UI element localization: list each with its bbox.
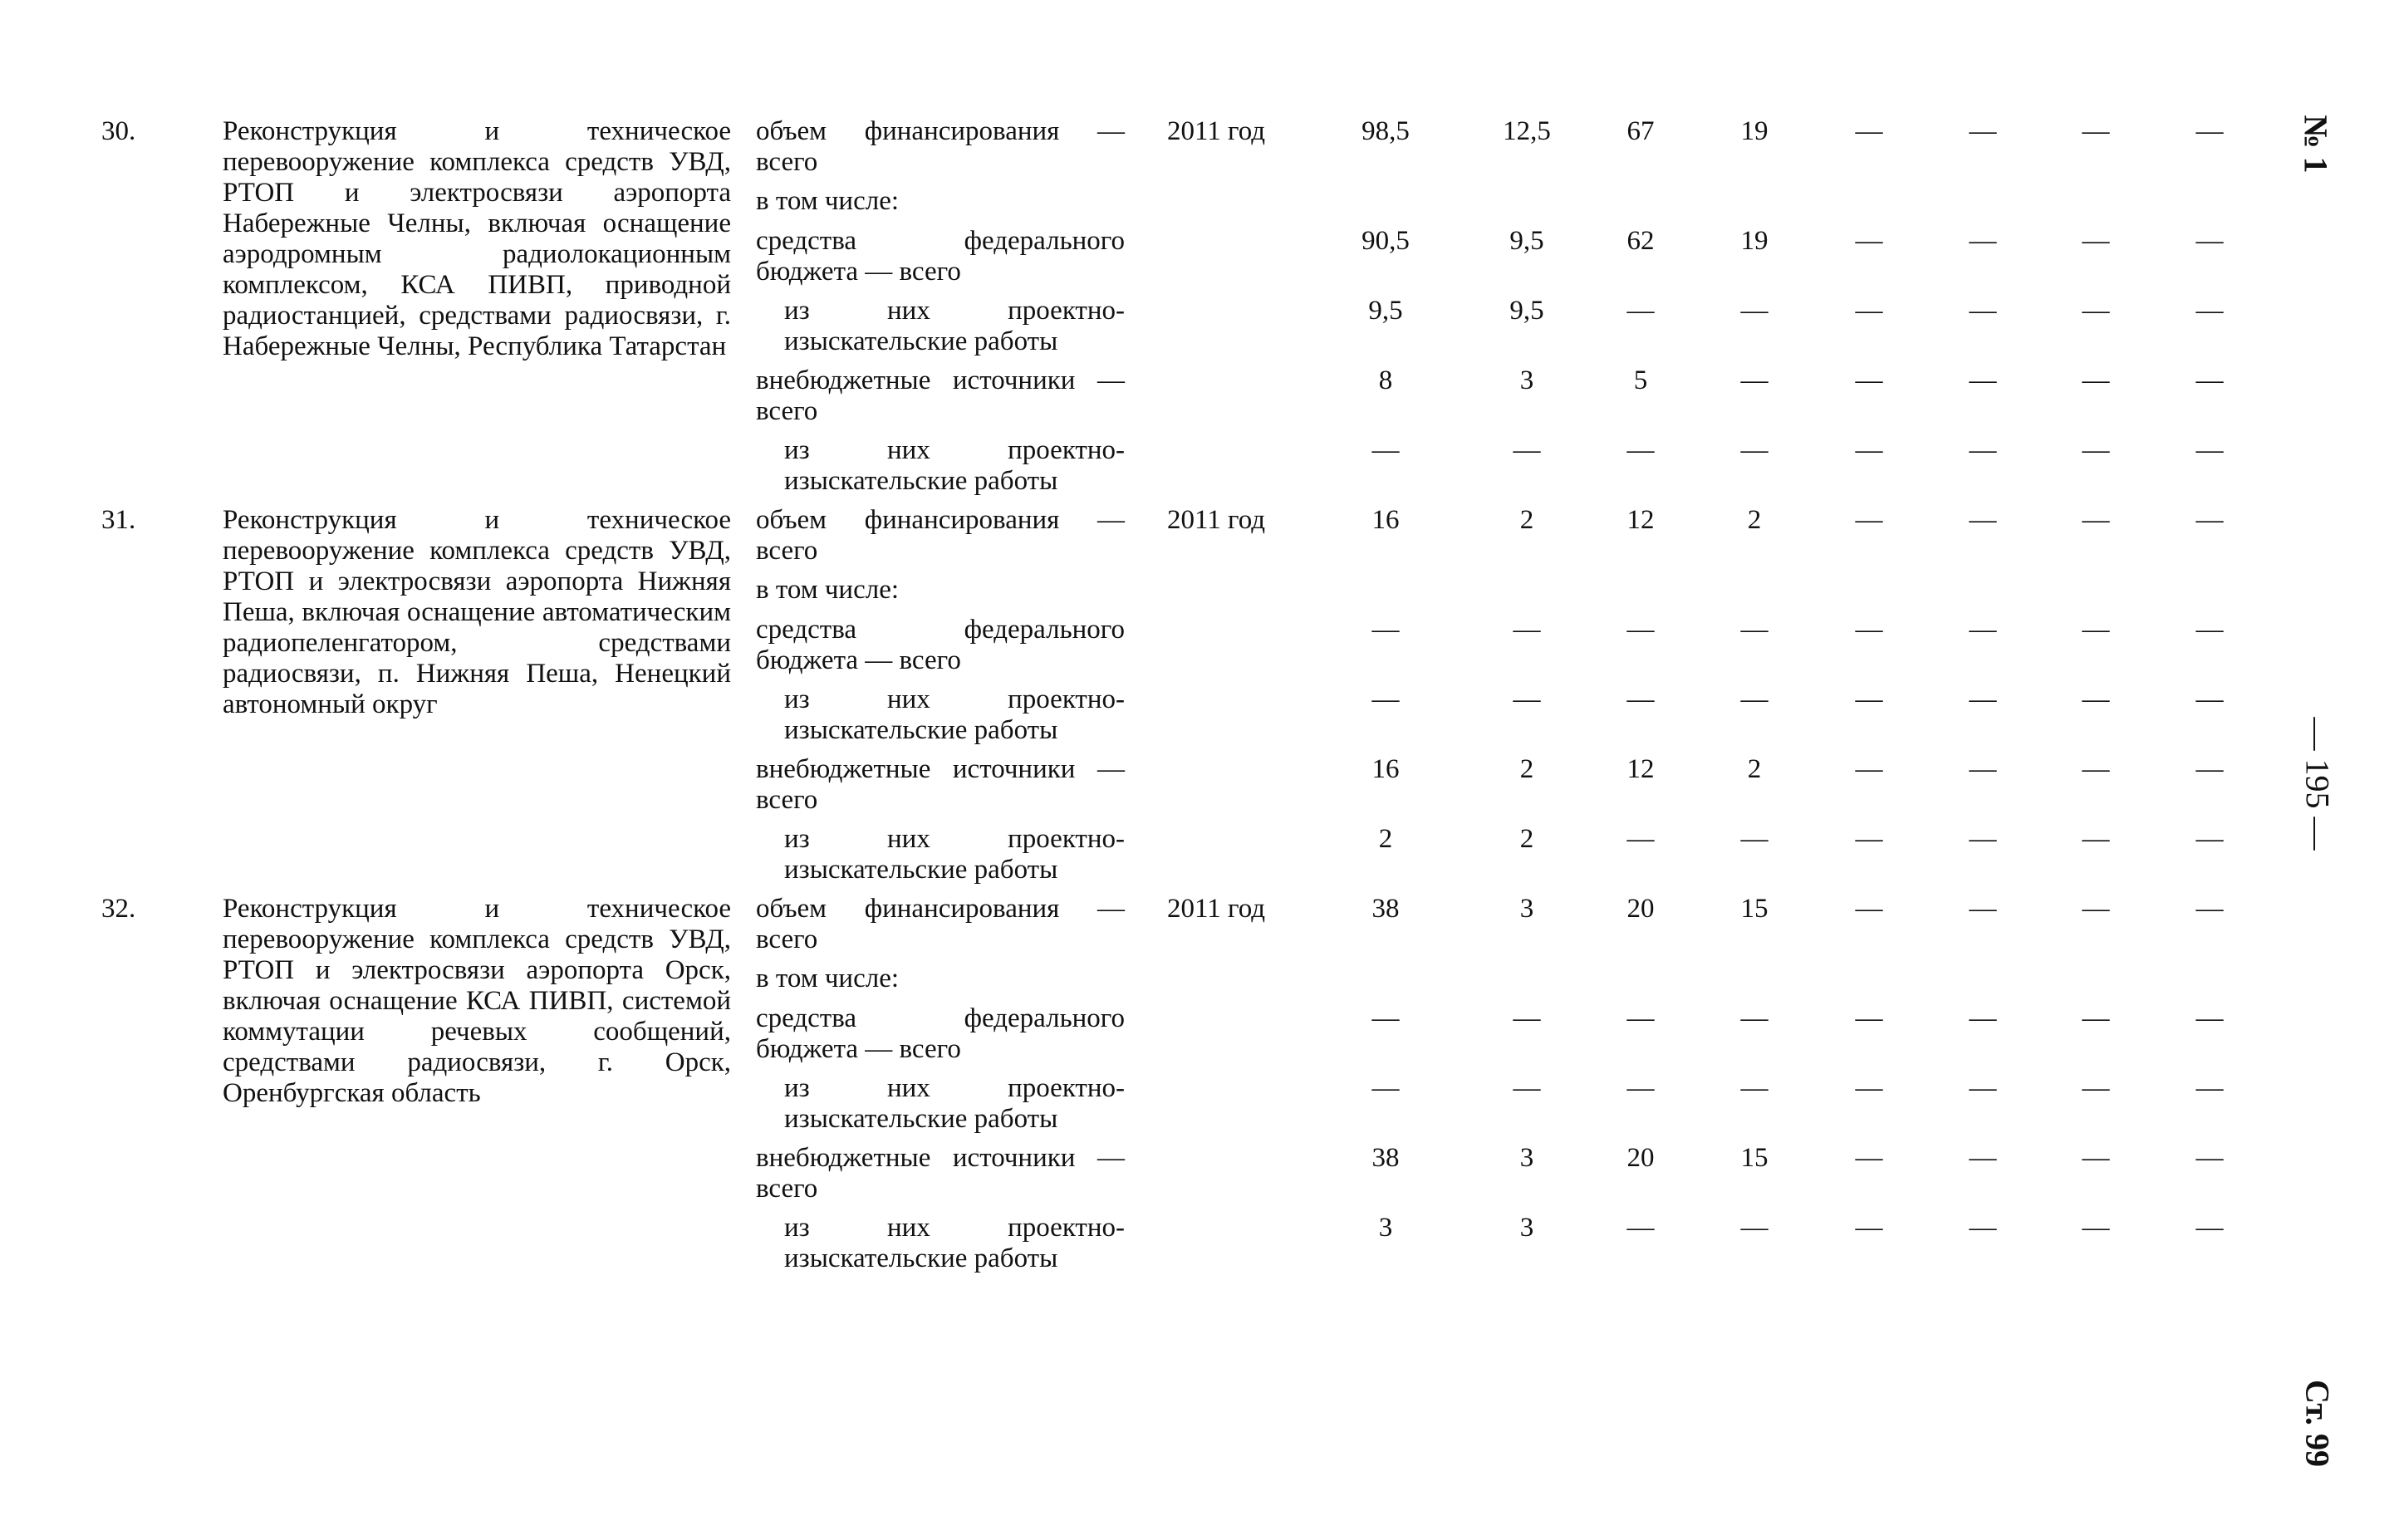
value-cell: — (2082, 615, 2110, 645)
value-cell: — (1371, 684, 1400, 714)
value-cell: 62 (1626, 226, 1655, 256)
value-cell: 67 (1626, 116, 1655, 146)
value-cell: — (1855, 754, 1883, 784)
row-label: из них проектно-изыскательские работы (784, 1213, 1125, 1273)
value-cell: 38 (1371, 1143, 1400, 1173)
row-label: в том числе: (756, 575, 900, 605)
value-cell: 3 (1519, 365, 1534, 395)
value-cell: — (2195, 435, 2224, 465)
table-row (0, 754, 2404, 824)
entry-number: 32. (101, 894, 136, 924)
value-cell: — (1855, 615, 1883, 645)
value-cell: — (1740, 824, 1769, 854)
value-cell: 19 (1740, 226, 1769, 256)
value-cell: — (2082, 435, 2110, 465)
value-cell: — (1969, 365, 1997, 395)
value-cell: — (2195, 894, 2224, 924)
value-cell: — (1513, 1073, 1541, 1103)
value-cell: — (1626, 684, 1655, 714)
value-cell: — (1371, 615, 1400, 645)
value-cell: — (2082, 226, 2110, 256)
page-number: — 195 — (2299, 717, 2337, 851)
value-cell: — (2195, 615, 2224, 645)
value-cell: — (1969, 684, 1997, 714)
row-year: 2011 год (1167, 894, 1266, 924)
row-label: из них проектно-изыскательские работы (784, 824, 1125, 885)
value-cell: — (2195, 824, 2224, 854)
value-cell: — (1740, 684, 1769, 714)
value-cell: — (1626, 1213, 1655, 1243)
value-cell: — (1740, 1073, 1769, 1103)
row-label: из них проектно-изыскательские работы (784, 684, 1125, 745)
value-cell: — (1855, 684, 1883, 714)
row-label: из них проектно-изыскательские работы (784, 435, 1125, 496)
value-cell: — (1969, 116, 1997, 146)
value-cell: — (1626, 1003, 1655, 1033)
row-label: объем финансирования — всего (756, 505, 1125, 566)
value-cell: — (1969, 296, 1997, 326)
table-row (0, 1073, 2404, 1143)
row-label: внебюджетные источники — всего (756, 1143, 1125, 1204)
value-cell: — (2195, 754, 2224, 784)
value-cell: — (2195, 505, 2224, 535)
value-cell: — (1513, 435, 1541, 465)
value-cell: — (1969, 435, 1997, 465)
row-label: объем финансирования — всего (756, 116, 1125, 177)
value-cell: 16 (1371, 505, 1400, 535)
value-cell: — (1740, 365, 1769, 395)
value-cell: 2 (1519, 824, 1534, 854)
row-year: 2011 год (1167, 116, 1266, 146)
value-cell: — (1969, 894, 1997, 924)
value-cell: — (1855, 365, 1883, 395)
value-cell: — (2082, 296, 2110, 326)
value-cell: — (1626, 296, 1655, 326)
value-cell: — (1969, 226, 1997, 256)
value-cell: 20 (1626, 894, 1655, 924)
value-cell: — (2082, 1143, 2110, 1173)
table-row (0, 435, 2404, 505)
value-cell: — (1371, 1073, 1400, 1103)
value-cell: — (1855, 1213, 1883, 1243)
value-cell: — (2082, 1213, 2110, 1243)
value-cell: 3 (1519, 1213, 1534, 1243)
value-cell: 2 (1519, 754, 1534, 784)
row-label: из них проектно-изыскательские работы (784, 296, 1125, 356)
value-cell: 15 (1740, 894, 1769, 924)
value-cell: — (1740, 1003, 1769, 1033)
value-cell: 9,5 (1509, 296, 1544, 326)
value-cell: 16 (1371, 754, 1400, 784)
value-cell: 12 (1626, 754, 1655, 784)
value-cell: — (2195, 116, 2224, 146)
value-cell: 2 (1747, 754, 1762, 784)
row-year: 2011 год (1167, 505, 1266, 535)
value-cell: — (1969, 1073, 1997, 1103)
value-cell: — (2082, 1003, 2110, 1033)
value-cell: — (1855, 894, 1883, 924)
value-cell: 9,5 (1368, 296, 1403, 326)
value-cell: — (2195, 684, 2224, 714)
value-cell: 5 (1633, 365, 1648, 395)
value-cell: — (2082, 894, 2110, 924)
value-cell: 3 (1519, 1143, 1534, 1173)
value-cell: 2 (1378, 824, 1393, 854)
article-number: Ст. 99 (2299, 1380, 2337, 1467)
value-cell: — (2082, 684, 2110, 714)
row-label: из них проектно-изыскательские работы (784, 1073, 1125, 1134)
value-cell: 19 (1740, 116, 1769, 146)
value-cell: — (2082, 505, 2110, 535)
value-cell: — (1371, 435, 1400, 465)
row-label: внебюджетные источники — всего (756, 365, 1125, 426)
value-cell: 12 (1626, 505, 1655, 535)
value-cell: — (1969, 1003, 1997, 1033)
table-row (0, 116, 2404, 186)
table-row (0, 1213, 2404, 1283)
value-cell: — (1855, 824, 1883, 854)
value-cell: — (1740, 435, 1769, 465)
value-cell: — (1513, 615, 1541, 645)
value-cell: — (1740, 1213, 1769, 1243)
entry-number: 30. (101, 116, 136, 146)
value-cell: — (1855, 1003, 1883, 1033)
value-cell: 12,5 (1503, 116, 1551, 146)
row-label: объем финансирования — всего (756, 894, 1125, 954)
table-row (0, 824, 2404, 894)
row-label: средства федерального бюджета — всего (756, 615, 1125, 675)
value-cell: — (2195, 226, 2224, 256)
entry-description: Реконструкция и техническое перевооружение комплекса средств УВД, РТОП и электросвязи аэропорта Орск, включая оснащение КСА ПИВП, системой коммутации речевых сообщений, средствами радиосвязи, г. Орск, Оренбургская область (223, 894, 731, 1108)
value-cell: — (2195, 1073, 2224, 1103)
issue-number: № 1 (2297, 115, 2335, 174)
table-row (0, 894, 2404, 964)
value-cell: — (1626, 615, 1655, 645)
value-cell: — (2082, 754, 2110, 784)
table-row (0, 684, 2404, 754)
value-cell: — (2082, 116, 2110, 146)
value-cell: — (1371, 1003, 1400, 1033)
value-cell: — (2195, 1003, 2224, 1033)
value-cell: 2 (1747, 505, 1762, 535)
entry-description: Реконструкция и техническое перевооружение комплекса средств УВД, РТОП и электросвязи аэропорта Набережные Челны, включая оснащение аэродромным радиолокационным комплексом, КСА ПИВП, приводной радиостанцией, средствами радиосвязи, г. Набережные Челны, Республика Татарстан (223, 116, 731, 361)
value-cell: — (1855, 505, 1883, 535)
value-cell: 98,5 (1361, 116, 1410, 146)
value-cell: — (1513, 1003, 1541, 1033)
value-cell: 20 (1626, 1143, 1655, 1173)
row-label: в том числе: (756, 186, 900, 216)
value-cell: — (1969, 754, 1997, 784)
entry-number: 31. (101, 505, 136, 535)
value-cell: — (1855, 116, 1883, 146)
value-cell: — (1855, 1073, 1883, 1103)
entry-description: Реконструкция и техническое перевооружение комплекса средств УВД, РТОП и электросвязи аэропорта Нижняя Пеша, включая оснащение автоматическим радиопеленгатором, средствами радиосвязи, п. Нижняя Пеша, Ненецкий автономный округ (223, 505, 731, 719)
value-cell: — (1855, 296, 1883, 326)
value-cell: 3 (1378, 1213, 1393, 1243)
value-cell: — (1855, 435, 1883, 465)
table-row (0, 505, 2404, 575)
value-cell: — (2195, 1143, 2224, 1173)
value-cell: — (1855, 1143, 1883, 1173)
value-cell: — (1626, 435, 1655, 465)
value-cell: — (1969, 824, 1997, 854)
table-row (0, 296, 2404, 365)
value-cell: 2 (1519, 505, 1534, 535)
value-cell: 8 (1378, 365, 1393, 395)
row-label: средства федерального бюджета — всего (756, 226, 1125, 287)
table-row (0, 1143, 2404, 1213)
value-cell: 38 (1371, 894, 1400, 924)
table-row (0, 1003, 2404, 1073)
value-cell: — (1626, 1073, 1655, 1103)
row-label: в том числе: (756, 964, 900, 993)
row-label: средства федерального бюджета — всего (756, 1003, 1125, 1064)
value-cell: — (2195, 1213, 2224, 1243)
value-cell: — (2082, 1073, 2110, 1103)
value-cell: — (2082, 365, 2110, 395)
value-cell: 9,5 (1509, 226, 1544, 256)
value-cell: 90,5 (1361, 226, 1410, 256)
row-label: внебюджетные источники — всего (756, 754, 1125, 815)
value-cell: — (1740, 296, 1769, 326)
table-row (0, 226, 2404, 296)
value-cell: — (1969, 505, 1997, 535)
value-cell: — (1855, 226, 1883, 256)
value-cell: — (1969, 1143, 1997, 1173)
table-row (0, 365, 2404, 435)
table-row (0, 615, 2404, 684)
value-cell: — (1626, 824, 1655, 854)
value-cell: 3 (1519, 894, 1534, 924)
value-cell: — (2082, 824, 2110, 854)
value-cell: — (1969, 615, 1997, 645)
value-cell: — (1740, 615, 1769, 645)
value-cell: — (2195, 296, 2224, 326)
value-cell: — (1513, 684, 1541, 714)
value-cell: 15 (1740, 1143, 1769, 1173)
value-cell: — (1969, 1213, 1997, 1243)
value-cell: — (2195, 365, 2224, 395)
